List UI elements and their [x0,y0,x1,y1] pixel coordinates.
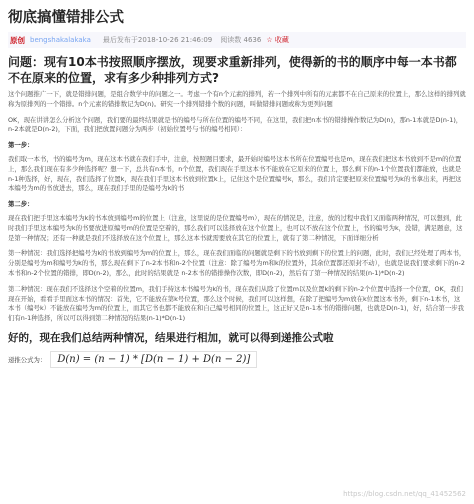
case2-paragraph: 第二种情况：现在我们不选择这个空着的位置m，我们手持这本书编号为k的书，现在我们从除了位置m以及位置k的剩下的n-2个位置中选择一个位置，OK，我们现在开始，看看手里面这本书的情况：首先，它不能放在第k号位置，那么这个时候，我们可以这样想，在除了把编号为m放在k位置这本书外，剩下n-1本书，这本书（编号k）不能放在编号为m的位置上，而其它书也都不能放在和自己编号相同的位置上，这正好又是n-1本书的错排问题，也就是D(n-1)，好，结合第一步我们有n-1种选择，所以可以得到第二种情况的结果(n-1)*D(n-1) [8,284,465,323]
case1-paragraph: 第一种情况：我们选择把编号为k的书放到编号为m的位置上，那么，现在我们面临的问题就是剩下的书放到剩下的位置上的问题，此时，我们已经处理了两本书，分别是编号为m和编号为k的书，那么现在剩下了n-2本书和n-2个位置（注意：除了编号为m和k的位置外，其余位置都还原封不动），也就是说我们要求剩下的n-2本书和n-2个位置的错排，即D(n-2)，那么，此时的结果就是 n-2本书的错排操作次数，即D(n-2)，然后有了第一种情况的结果(n-1)*D(n-2) [8,249,466,277]
analysis-paragraph: OK，现在讲讲怎么分析这个问题，我们要的最终结果就是书的编号与所在位置的编号不同，在这里，我们把n本书的错排操作数记为D(n)，那n-1本就是D(n-1)，n-2本就是D(n-2)，下面，我们把放置问题分为两步（初始位置号与书的编号相同）： [8,115,463,134]
article-meta [8,32,466,48]
publish-date: 最后发布于2018-10-26 21:46:09 [102,36,213,44]
step1-paragraph: 我们取一本书，书的编号为m，现在这本书就在我们手中，注意，按照题目要求，最开始时编号这本书所在位置编号也是m，现在我们把这本书放到不是m的位置上，那么我们现在有多少种选择呢？想一下，总共有n本书，n个位置，我们现在手里这本书不能放在它原来的位置上，那么剩下的n-1个位置我们都能放，也就是n-1种选择，好，现在，我们选择了位置k，现在我们手里这本书放到位置k上，记住这个是位置编号k，那么，我们肯定要把原来位置编号为k的书拿出来，再把这本编号为m的书放进去，那么，现在我们手里的是编号为k的书 [8,154,462,193]
step2-label [8,200,466,210]
article [8,0,466,368]
article-title: 彻底搞懂错排公式 [8,10,124,26]
recurrence-formula: D(n) = (n − 1) * [D(n − 1) + D(n − 2)] [50,351,257,368]
question-heading: 问题：现有10本书按照顺序摆放，现要求重新排列，使得新的书的顺序中每一本书都不在原来的位置，求有多少种排列方式? [8,55,457,85]
step2-label-text: 第二步： [8,200,34,209]
step1-label [8,141,466,151]
formula-row [8,351,466,368]
summary-heading: 好的，现在我们总结两种情况，结果进行相加，就可以得到递推公式啦 [8,331,334,344]
intro-paragraph: 这个问题推广一下，就是错排问题，是组合数学中的问题之一。考虑一个有n个元素的排列，若一个排列中所有的元素都不在自己原来的位置上，那么这样的排列就称为原排列的一个错排。n个元素的错排数记为D(n)。研究一个排列错排个数的问题，叫做错排问题或称为更列问题 [8,90,466,108]
original-badge: 原创 [10,35,25,45]
formula-label: 递推公式为： [8,355,47,364]
step2-paragraph: 现在我们把手里这本编号为k的书本放到编号m的位置上（注意，这里说的是位置编号m），现在的情况是，注意，放的过程中我们又面临两种情况，可以想到，此时我们手里这本编号为k的书要放进原编号m的位置是空着的，那么我们可以选择放在这个位置上，也可以不放在这个位置上，书的编号为k，没错，满足题意，这是第一种情况；还有一种就是我们不选择放在这个位置上，那么这本书就需要放在其它的位置上，就有了第二种情况，下面详细分析 [8,213,463,242]
read-count: 阅读数 4636 [220,36,262,44]
watermark: https://blog.csdn.net/qq_41452562 [343,490,466,498]
favorite-button[interactable]: ☆ 收藏 [266,36,289,44]
author-link[interactable]: bengshakalakaka [30,36,91,44]
step1-label-text: 第一步： [8,141,34,150]
